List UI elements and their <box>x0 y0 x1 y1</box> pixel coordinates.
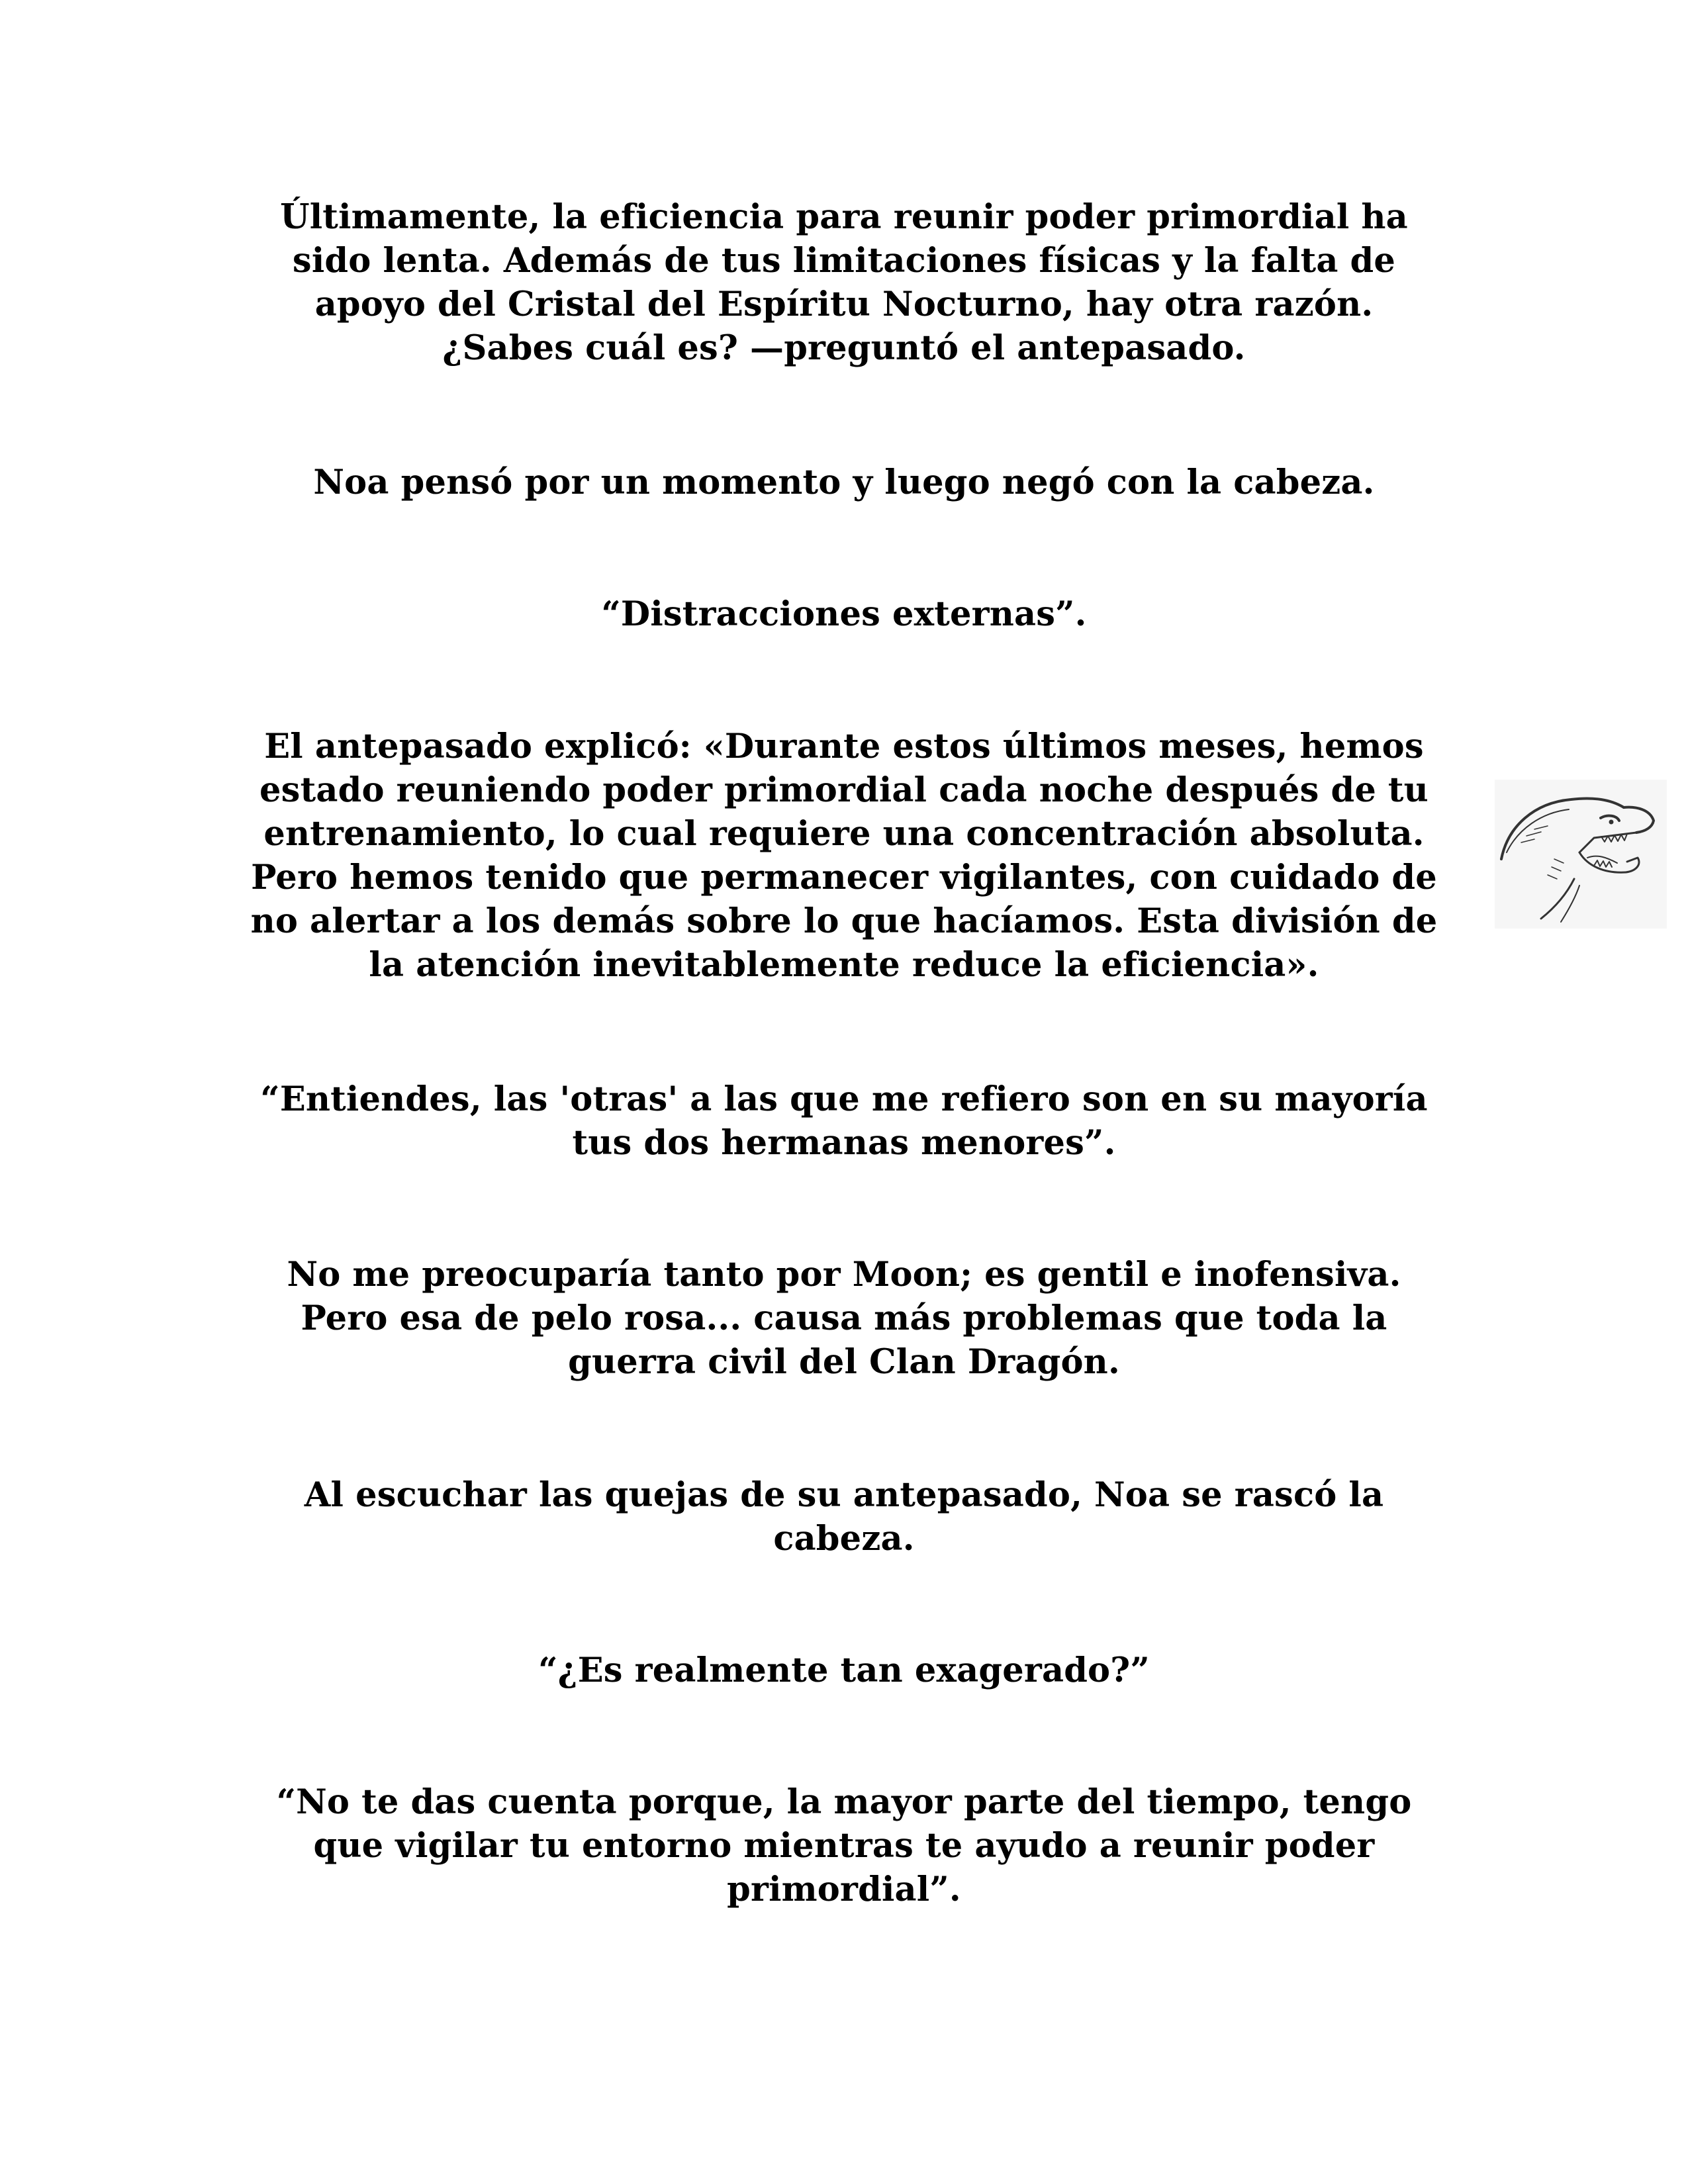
paragraph-1 <box>225 195 1463 370</box>
text-line: Noa pensó por un momento y luego negó con la cabeza. <box>313 463 1375 502</box>
text-line: apoyo del Cristal del Espíritu Nocturno, hay otra razón. <box>314 285 1374 324</box>
paragraph-8 <box>225 1649 1463 1692</box>
paragraph-5 <box>225 1077 1463 1165</box>
paragraph-4 <box>225 725 1463 987</box>
text-line: “Entiendes, las 'otras' a las que me refiero son en su mayoría <box>260 1079 1428 1119</box>
paragraph-6 <box>225 1253 1463 1384</box>
dinosaur-sketch-icon <box>1495 780 1667 929</box>
paragraph-2 <box>225 461 1463 504</box>
text-line: Pero hemos tenido que permanecer vigilantes, con cuidado de <box>251 858 1437 897</box>
text-line: no alertar a los demás sobre lo que hacíamos. Esta división de <box>250 901 1438 941</box>
paragraph-3 <box>225 592 1463 636</box>
text-line: sido lenta. Además de tus limitaciones físicas y la falta de <box>292 241 1396 281</box>
text-line: Al escuchar las quejas de su antepasado, Noa se rascó la <box>304 1475 1384 1515</box>
text-line: No me preocuparía tanto por Moon; es gentil e inofensiva. <box>287 1255 1401 1295</box>
text-line: entrenamiento, lo cual requiere una concentración absoluta. <box>263 814 1425 854</box>
paragraph-7 <box>225 1473 1463 1561</box>
text-line: “No te das cuenta porque, la mayor parte del tiempo, tengo <box>276 1782 1412 1822</box>
text-line: estado reuniendo poder primordial cada noche después de tu <box>259 770 1429 810</box>
text-line: que vigilar tu entorno mientras te ayudo a reunir poder <box>313 1826 1375 1866</box>
text-line: “¿Es realmente tan exagerado?” <box>538 1651 1150 1690</box>
text-line: ¿Sabes cuál es? —preguntó el antepasado. <box>442 328 1246 368</box>
text-line: la atención inevitablemente reduce la eficiencia». <box>369 945 1319 985</box>
text-line: Últimamente, la eficiencia para reunir poder primordial ha <box>280 197 1408 237</box>
text-line: tus dos hermanas menores”. <box>572 1123 1116 1163</box>
text-line: cabeza. <box>773 1519 915 1559</box>
text-line: “Distracciones externas”. <box>601 594 1087 634</box>
text-line: primordial”. <box>727 1870 961 1909</box>
text-line: El antepasado explicó: «Durante estos últimos meses, hemos <box>264 727 1424 766</box>
paragraph-9 <box>225 1780 1463 1911</box>
text-line: Pero esa de pelo rosa... causa más problemas que toda la <box>301 1298 1387 1338</box>
text-line: guerra civil del Clan Dragón. <box>568 1342 1120 1382</box>
